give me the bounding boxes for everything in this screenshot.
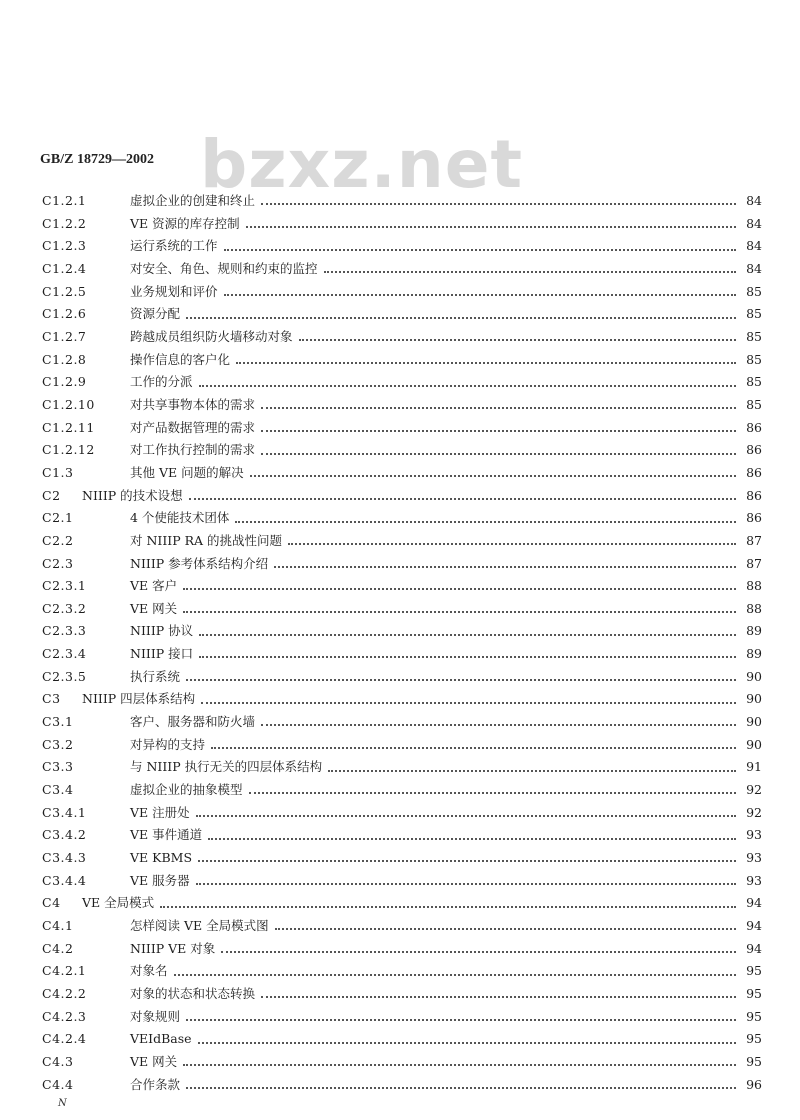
toc-entry xyxy=(42,462,762,485)
toc-entry-title: 虚拟企业的抽象模型 xyxy=(130,782,243,798)
dot-leader xyxy=(208,838,736,840)
toc-entry-title: 对工作执行控制的需求 xyxy=(130,442,256,458)
toc-entry-title: 业务规划和评价 xyxy=(130,283,218,299)
toc-entry-title: NIIIP 四层体系结构 xyxy=(82,691,196,707)
toc-entry-number: C2.1 xyxy=(42,510,74,526)
toc-entry xyxy=(42,439,762,462)
dot-leader xyxy=(261,724,736,726)
toc-entry-title: VE 事件通道 xyxy=(130,827,203,843)
dot-leader xyxy=(261,203,736,205)
toc-entry-page: 95 xyxy=(746,985,762,1001)
toc-entry xyxy=(42,553,762,576)
dot-leader xyxy=(186,1019,736,1021)
watermark: bzxz.net xyxy=(200,126,524,203)
dot-leader xyxy=(261,996,736,998)
dot-leader xyxy=(261,407,736,409)
toc-entry xyxy=(42,349,762,372)
toc-entry-title: 对象规则 xyxy=(130,1008,181,1024)
toc-entry-number: C4.2.3 xyxy=(42,1008,87,1024)
dot-leader xyxy=(328,770,736,772)
dot-leader xyxy=(224,249,736,251)
toc-entry xyxy=(42,802,762,825)
toc-entry-page: 88 xyxy=(746,578,762,594)
dot-leader xyxy=(198,1042,736,1044)
toc-entry-number: C4.2.4 xyxy=(42,1031,87,1047)
toc-entry-page: 85 xyxy=(746,374,762,390)
toc-entry xyxy=(42,711,762,734)
dot-leader xyxy=(221,951,736,953)
dot-leader xyxy=(261,453,736,455)
toc-entry-page: 89 xyxy=(746,646,762,662)
toc-entry-page: 95 xyxy=(746,1053,762,1069)
toc-entry-title: VE KBMS xyxy=(130,850,193,866)
toc-entry-title: 对象的状态和状态转换 xyxy=(130,985,256,1001)
dot-leader xyxy=(250,475,736,477)
toc-entry-number: C2.3.1 xyxy=(42,578,87,594)
toc-entry-title: 怎样阅读 VE 全局模式图 xyxy=(130,918,269,933)
toc-entry-number: C1.2.11 xyxy=(42,419,95,435)
toc-entry xyxy=(42,824,762,847)
toc-entry-title: 运行系统的工作 xyxy=(130,238,218,254)
dot-leader xyxy=(324,271,736,273)
toc-entry-page: 89 xyxy=(746,623,762,639)
page-number-footer: N xyxy=(58,1098,67,1109)
toc-entry-title: 虚拟企业的创建和终止 xyxy=(130,193,256,208)
dot-leader xyxy=(235,521,736,523)
toc-entry xyxy=(42,258,762,281)
toc-entry-page: 86 xyxy=(746,487,762,503)
toc-entry-number: C2.3.3 xyxy=(42,623,87,639)
toc-entry-title: 对 NIIIP RA 的挑战性问题 xyxy=(130,532,283,548)
toc-entry-title: VE 网关 xyxy=(130,600,178,616)
toc-entry-title: NIIIP 协议 xyxy=(130,623,194,639)
toc-entry-number: C1.2.8 xyxy=(42,351,87,367)
toc-entry-title: NIIIP VE 对象 xyxy=(130,940,216,956)
toc-entry xyxy=(42,1051,762,1074)
toc-entry-page: 96 xyxy=(746,1076,762,1092)
dot-leader xyxy=(189,498,736,500)
toc-entry-page: 95 xyxy=(746,1031,762,1047)
toc-entry-page: 87 xyxy=(746,555,762,571)
toc-entry xyxy=(42,756,762,779)
dot-leader xyxy=(186,317,736,319)
toc-entry-title: 操作信息的客户化 xyxy=(130,351,231,367)
toc-entry-number: C1.2.9 xyxy=(42,374,87,390)
dot-leader xyxy=(261,430,736,432)
toc-entry-number: C3.4 xyxy=(42,782,74,798)
toc-entry xyxy=(42,643,762,666)
toc-entry xyxy=(42,235,762,258)
toc-entry xyxy=(42,417,762,440)
standard-code-header: GB/Z 18729—2002 xyxy=(40,152,154,167)
dot-leader xyxy=(198,860,736,862)
toc-entry-number: C2.3.4 xyxy=(42,646,87,662)
toc-entry-number: C1.2.4 xyxy=(42,260,87,276)
dot-leader xyxy=(186,1087,736,1089)
toc-entry xyxy=(42,530,762,553)
toc-entry-page: 90 xyxy=(746,668,762,684)
toc-entry-page: 90 xyxy=(746,736,762,752)
toc-entry-page: 88 xyxy=(746,600,762,616)
toc-entry xyxy=(42,688,762,711)
toc-entry-number: C2 xyxy=(42,487,61,503)
dot-leader xyxy=(199,656,736,658)
toc-entry-page: 86 xyxy=(746,419,762,435)
toc-entry xyxy=(42,1028,762,1051)
dot-leader xyxy=(201,702,736,704)
toc-entry xyxy=(42,915,762,938)
toc-entry-title: 对共享事物本体的需求 xyxy=(130,396,256,412)
toc-entry-page: 84 xyxy=(746,193,762,208)
toc-entry xyxy=(42,847,762,870)
toc-entry-page: 84 xyxy=(746,215,762,231)
toc-entry xyxy=(42,666,762,689)
toc-entry xyxy=(42,303,762,326)
toc-entry xyxy=(42,281,762,304)
toc-entry-title: 其他 VE 问题的解决 xyxy=(130,464,244,480)
dot-leader xyxy=(174,974,736,976)
toc-entry-title: 与 NIIIP 执行无关的四层体系结构 xyxy=(130,759,323,775)
dot-leader xyxy=(224,294,736,296)
toc-entry-page: 92 xyxy=(746,804,762,820)
dot-leader xyxy=(186,679,736,681)
toc-entry-number: C1.2.6 xyxy=(42,306,87,322)
toc-entry-title: 执行系统 xyxy=(130,668,181,684)
toc-entry xyxy=(42,960,762,983)
toc-entry-title: 对象名 xyxy=(130,963,168,979)
dot-leader xyxy=(196,815,736,817)
toc-entry-page: 86 xyxy=(746,510,762,526)
toc-entry-title: NIIIP 参考体系结构介绍 xyxy=(130,555,269,571)
toc-entry-number: C1.2.7 xyxy=(42,328,87,344)
toc-entry-title: 跨越成员组织防火墙移动对象 xyxy=(130,328,293,344)
toc-entry-page: 86 xyxy=(746,464,762,480)
toc-entry-page: 95 xyxy=(746,963,762,979)
toc-entry xyxy=(42,598,762,621)
toc-entry-title: VEIdBase xyxy=(130,1031,192,1047)
toc-entry-title: 合作条款 xyxy=(130,1076,181,1092)
dot-leader xyxy=(183,1064,736,1066)
toc-entry xyxy=(42,1006,762,1029)
toc-entry xyxy=(42,326,762,349)
toc-entry-title: VE 网关 xyxy=(130,1053,178,1069)
toc-entry-page: 85 xyxy=(746,283,762,299)
toc-entry-number: C2.2 xyxy=(42,532,74,548)
toc-entry-number: C4.3 xyxy=(42,1053,74,1069)
toc-entry-page: 85 xyxy=(746,351,762,367)
toc-entry-page: 91 xyxy=(746,759,762,775)
toc-entry-title: 对安全、角色、规则和约束的监控 xyxy=(130,260,318,276)
toc-entry-title: VE 服务器 xyxy=(130,872,190,888)
toc-entry xyxy=(42,371,762,394)
toc-entry-title: 对异构的支持 xyxy=(130,736,206,752)
toc-entry xyxy=(42,734,762,757)
dot-leader xyxy=(196,883,736,885)
toc-entry-title: 客户、服务器和防火墙 xyxy=(130,714,256,730)
toc-entry-page: 93 xyxy=(746,827,762,843)
toc-entry xyxy=(42,575,762,598)
toc-entry-title: 工作的分派 xyxy=(130,374,193,390)
toc-entry xyxy=(42,620,762,643)
toc-entry-page: 84 xyxy=(746,260,762,276)
toc-entry xyxy=(42,1074,762,1097)
toc-entry-page: 90 xyxy=(746,714,762,730)
toc-entry-number: C3 xyxy=(42,691,61,707)
toc-entry-number: C1.2.1 xyxy=(42,193,87,208)
toc-entry-title: VE 客户 xyxy=(130,578,178,594)
dot-leader xyxy=(183,588,736,590)
table-of-contents xyxy=(42,190,762,1096)
toc-entry xyxy=(42,507,762,530)
toc-entry xyxy=(42,779,762,802)
toc-entry-number: C3.4.1 xyxy=(42,804,87,820)
toc-entry-number: C1.2.10 xyxy=(42,396,95,412)
toc-entry-page: 85 xyxy=(746,328,762,344)
toc-entry-number: C3.4.2 xyxy=(42,827,87,843)
dot-leader xyxy=(211,747,736,749)
toc-entry-title: NIIIP 的技术设想 xyxy=(82,487,183,503)
toc-entry xyxy=(42,892,762,915)
toc-entry-title: 资源分配 xyxy=(130,306,181,322)
toc-entry-number: C3.1 xyxy=(42,714,74,730)
toc-entry-title: VE 注册处 xyxy=(130,804,190,820)
toc-entry-number: C2.3.2 xyxy=(42,600,87,616)
toc-entry-number: C4.4 xyxy=(42,1076,74,1092)
toc-entry-page: 94 xyxy=(746,940,762,956)
toc-entry-title: 4 个使能技术团体 xyxy=(130,510,230,526)
dot-leader xyxy=(183,611,736,613)
dot-leader xyxy=(199,385,736,387)
dot-leader xyxy=(246,226,736,228)
toc-entry xyxy=(42,394,762,417)
toc-entry xyxy=(42,485,762,508)
toc-entry-number: C4.2 xyxy=(42,940,74,956)
toc-entry-page: 94 xyxy=(746,918,762,933)
dot-leader xyxy=(160,906,736,908)
toc-entry xyxy=(42,938,762,961)
dot-leader xyxy=(236,362,736,364)
toc-entry-number: C3.4.4 xyxy=(42,872,87,888)
toc-entry-page: 95 xyxy=(746,1008,762,1024)
toc-entry-page: 85 xyxy=(746,306,762,322)
toc-entry xyxy=(42,213,762,236)
toc-entry-title: VE 资源的库存控制 xyxy=(130,215,240,231)
dot-leader xyxy=(274,566,736,568)
toc-entry-number: C3.2 xyxy=(42,736,74,752)
toc-entry-number: C3.3 xyxy=(42,759,74,775)
dot-leader xyxy=(199,634,736,636)
toc-entry-title: NIIIP 接口 xyxy=(130,646,194,662)
toc-entry-number: C3.4.3 xyxy=(42,850,87,866)
toc-entry-title: VE 全局模式 xyxy=(82,895,155,911)
toc-entry-page: 93 xyxy=(746,872,762,888)
dot-leader xyxy=(275,928,736,930)
toc-entry-number: C4.1 xyxy=(42,918,74,933)
toc-entry-title: 对产品数据管理的需求 xyxy=(130,419,256,435)
toc-entry-number: C1.2.12 xyxy=(42,442,95,458)
toc-entry-number: C1.2.3 xyxy=(42,238,87,254)
toc-entry xyxy=(42,983,762,1006)
toc-entry-number: C1.2.2 xyxy=(42,215,87,231)
toc-entry-number: C1.2.5 xyxy=(42,283,87,299)
toc-entry-number: C4.2.1 xyxy=(42,963,87,979)
toc-entry-page: 92 xyxy=(746,782,762,798)
dot-leader xyxy=(249,792,736,794)
dot-leader xyxy=(288,543,736,545)
toc-entry-page: 93 xyxy=(746,850,762,866)
toc-entry-page: 84 xyxy=(746,238,762,254)
dot-leader xyxy=(299,339,736,341)
toc-entry-number: C1.3 xyxy=(42,464,74,480)
toc-entry xyxy=(42,870,762,893)
toc-entry-number: C2.3.5 xyxy=(42,668,87,684)
toc-entry-page: 90 xyxy=(746,691,762,707)
toc-entry-page: 86 xyxy=(746,442,762,458)
toc-entry-number: C4.2.2 xyxy=(42,985,87,1001)
toc-entry-page: 85 xyxy=(746,396,762,412)
toc-entry-page: 87 xyxy=(746,532,762,548)
toc-entry-page: 94 xyxy=(746,895,762,911)
toc-entry xyxy=(42,190,762,213)
toc-entry-number: C4 xyxy=(42,895,61,911)
toc-entry-number: C2.3 xyxy=(42,555,74,571)
